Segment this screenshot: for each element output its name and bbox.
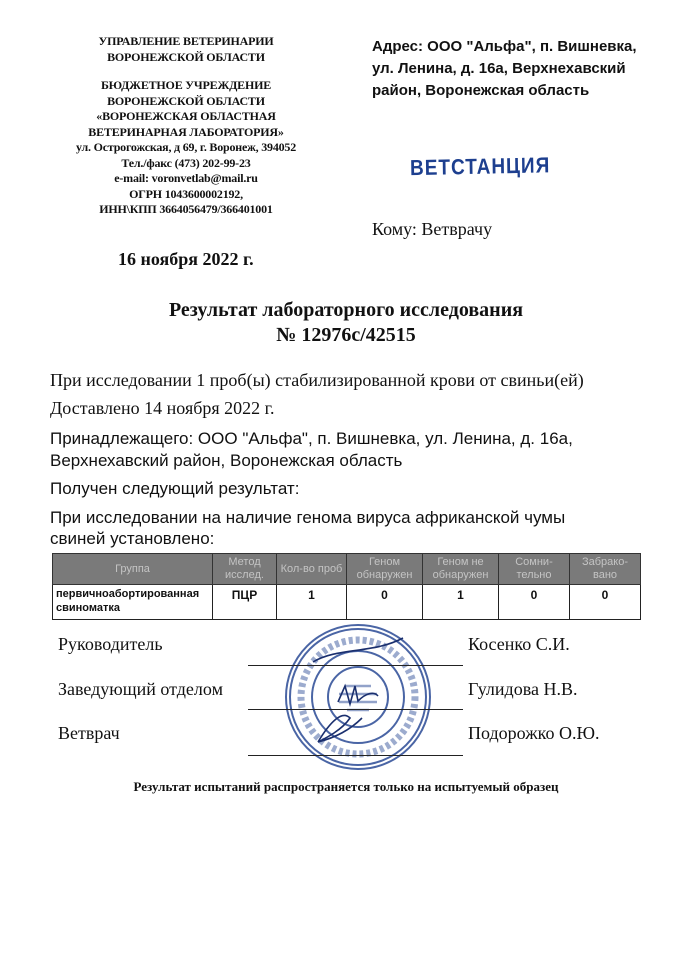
inst-line: БЮДЖЕТНОЕ УЧРЕЖДЕНИЕ: [100, 78, 272, 92]
signature-name: Гулидова Н.В.: [468, 679, 578, 699]
cell-doubtful: 0: [499, 585, 570, 620]
cell-rejected: 0: [570, 585, 641, 620]
org-line: УПРАВЛЕНИЕ ВЕТЕРИНАРИИ: [98, 34, 274, 48]
body-line: Доставлено 14 ноября 2022 г.: [50, 398, 275, 418]
body-line: При исследовании на наличие генома вируса африканской чумы: [50, 508, 566, 527]
signature-role: Руководитель: [58, 634, 163, 654]
org-line: ВОРОНЕЖСКОЙ ОБЛАСТИ: [107, 49, 265, 64]
body-line: Верхнехавский район, Воронежская область: [50, 451, 403, 470]
cell-not-detected: 1: [423, 585, 499, 620]
table-header-row: [53, 554, 641, 585]
document-date: 16 ноября 2022 г.: [118, 249, 254, 269]
body-line: Получен следующий результат:: [50, 479, 300, 498]
table-row: [53, 585, 641, 620]
laboratory-seal: [283, 622, 433, 772]
signature-role: Заведующий отделом: [58, 679, 223, 699]
column-header: Геном не обнаружен: [423, 554, 499, 585]
inst-line: ВОРОНЕЖСКОЙ ОБЛАСТИ: [107, 93, 265, 108]
result-number: № 12976с/42515: [276, 324, 416, 346]
signature-line: [248, 755, 463, 756]
body-line: При исследовании 1 проб(ы) стабилизированной крови от свиньи(ей): [50, 370, 584, 390]
inst-line: «ВОРОНЕЖСКАЯ ОБЛАСТНАЯ: [96, 109, 276, 123]
inst-line: ИНН\КПП 3664056479/366401001: [99, 202, 273, 216]
cell-group: первичноабортированная свиноматка: [53, 585, 213, 620]
footer-note: Результат испытаний распространяется только на испытуемый образец: [133, 779, 559, 794]
signature-role: Ветврач: [58, 723, 120, 743]
signature-name: Косенко С.И.: [468, 634, 570, 654]
column-header: Метод исслед.: [213, 554, 277, 585]
cell-method: ПЦР: [213, 585, 277, 620]
document-title: [0, 298, 692, 348]
signature-line: [248, 709, 463, 710]
address-line: Адрес: ООО "Альфа", п. Вишневка,: [372, 38, 637, 55]
title-line: Результат лабораторного исследования: [168, 299, 524, 321]
signature-line: [248, 665, 463, 666]
inst-line: ВЕТЕРИНАРНАЯ ЛАБОРАТОРИЯ»: [88, 124, 284, 139]
address-line: район, Воронежская область: [372, 82, 590, 99]
recipient: Кому: Ветврачу: [372, 219, 493, 239]
inst-line: e-mail: voronvetlab@mail.ru: [114, 171, 258, 185]
cell-detected: 0: [347, 585, 423, 620]
body-line: свиней установлено:: [50, 529, 215, 548]
results-table: [52, 553, 641, 620]
column-header: Сомни-тельно: [499, 554, 570, 585]
address-line: ул. Ленина, д. 16а, Верхнехавский: [372, 60, 626, 77]
recipient-address: [372, 36, 637, 102]
inst-line: Тел./факс (473) 202-99-23: [121, 155, 251, 170]
column-header: Кол-во проб: [277, 554, 347, 585]
column-header: Забрако-вано: [570, 554, 641, 585]
body-line: Принадлежащего: ООО "Альфа", п. Вишневка, ул. Ленина, д. 16а,: [50, 429, 573, 448]
inst-line: ул. Острогожская, д 69, г. Воронеж, 394052: [75, 140, 297, 154]
signature-name: Подорожко О.Ю.: [468, 723, 600, 743]
column-header: Геном обнаружен: [347, 554, 423, 585]
vetstation-stamp: ВЕТСТАНЦИЯ: [409, 153, 551, 181]
lab-letterhead: [55, 34, 317, 218]
inst-line: ОГРН 1043600002192,: [129, 186, 243, 201]
column-header: Группа: [53, 554, 213, 585]
cell-samples: 1: [277, 585, 347, 620]
